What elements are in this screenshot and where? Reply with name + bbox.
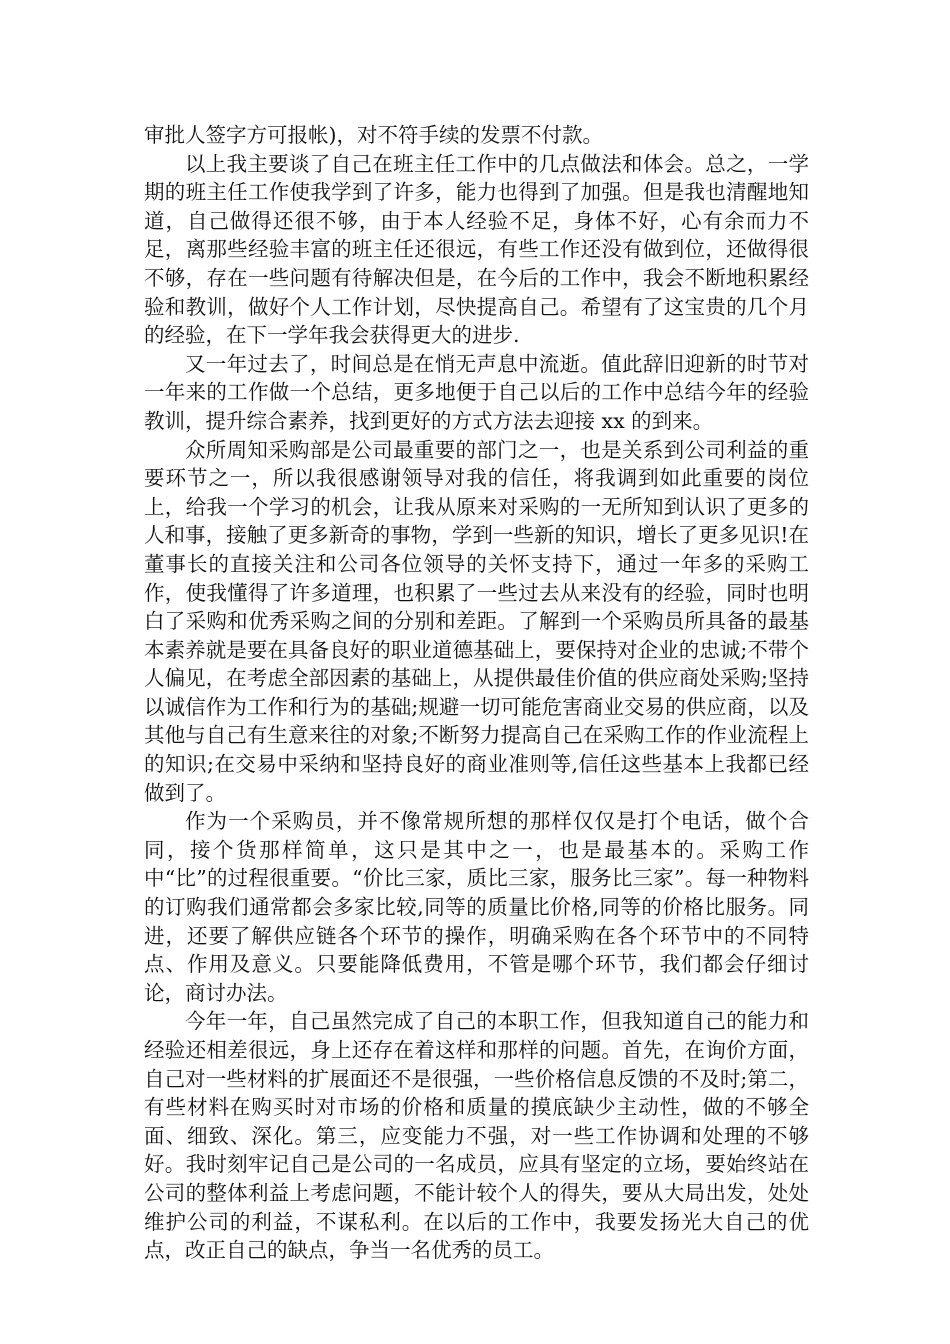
- paragraph-invoice-note: 审批人签字方可报帐)，对不符手续的发票不付款。: [144, 123, 603, 147]
- document-body: [144, 121, 809, 1265]
- paragraph-purchasing-department: 众所周知采购部是公司最重要的部门之一，也是关系到公司利益的重要环节之一，所以我很感谢领导对我的信任，将我调到如此重要的岗位上，给我一个学习的机会，让我从原来对采购的一无所知到认识了更多的人和事，接触了更多新奇的事物，学到一些新的知识，增长了更多见识!在董事长的直接关注和公司各位领导的关怀支持下，通过一年多的采购工作，使我懂得了许多道理，也积累了一些过去从来没有的经验，同时也明白了采购和优秀采购之间的分别和差距。了解到一个采购员所具备的最基本素养就是要在具备良好的职业道德基础上，要保持对企业的忠诚;不带个人偏见，在考虑全部因素的基础上，从提供最佳价值的供应商处采购;坚持以诚信作为工作和行为的基础;规避一切可能危害商业交易的供应商，以及其他与自己有生意来往的对象;不断努力提高自己在采购工作的作业流程上的知识;在交易中采纳和坚持良好的商业准则等,信任这些基本上我都已经做到了。: [144, 437, 809, 805]
- paragraph-self-reflection: 今年一年，自己虽然完成了自己的本职工作，但我知道自己的能力和经验还相差很远，身上还存在着这样和那样的问题。首先，在询价方面，自己对一些材料的扩展面还不是很强，一些价格信息反馈的不及时;第二，有些材料在购买时对市场的价格和质量的摸底缺少主动性，做的不够全面、细致、深化。第三，应变能力不强，对一些工作协调和处理的不够好。我时刻牢记自己是公司的一名成员，应具有坚定的立场，要始终站在公司的整体利益上考虑问题，不能计较个人的得失，要从大局出发，处处维护公司的利益，不谋私利。在以后的工作中，我要发扬光大自己的优点，改正自己的缺点，争当一名优秀的员工。: [144, 1009, 809, 1263]
- paragraph-purchaser-role: 作为一个采购员，并不像常规所想的那样仅仅是打个电话，做个合同，接个货那样简单，这只是其中之一，也是最基本的。采购工作中“比”的过程很重要。“价比三家，质比三家，服务比三家”。每一种物料的订购我们通常都会多家比较,同等的质量比价格,同等的价格比服务。同进，还要了解供应链各个环节的操作，明确采购在各个环节中的不同特点、作用及意义。只要能降低费用，不管是哪个环节，我们都会仔细讨论，商讨办法。: [144, 809, 809, 1005]
- paragraph-year-intro: 又一年过去了，时间总是在悄无声息中流逝。值此辞旧迎新的时节对一年来的工作做一个总结，更多地便于自己以后的工作中总结今年的经验教训，提升综合素养，找到更好的方式方法去迎接 xx 的到来。: [144, 351, 809, 433]
- paragraph-class-teacher-summary: 以上我主要谈了自己在班主任工作中的几点做法和体会。总之，一学期的班主任工作使我学到了许多，能力也得到了加强。但是我也清醒地知道，自己做得还很不够，由于本人经验不足，身体不好，心有余而力不足，离那些经验丰富的班主任还很远，有些工作还没有做到位，还做得很不够，存在一些问题有待解决但是，在今后的工作中，我会不断地积累经验和教训，做好个人工作计划，尽快提高自己。希望有了这宝贵的几个月的经验，在下一学年我会获得更大的进步.: [144, 151, 809, 348]
